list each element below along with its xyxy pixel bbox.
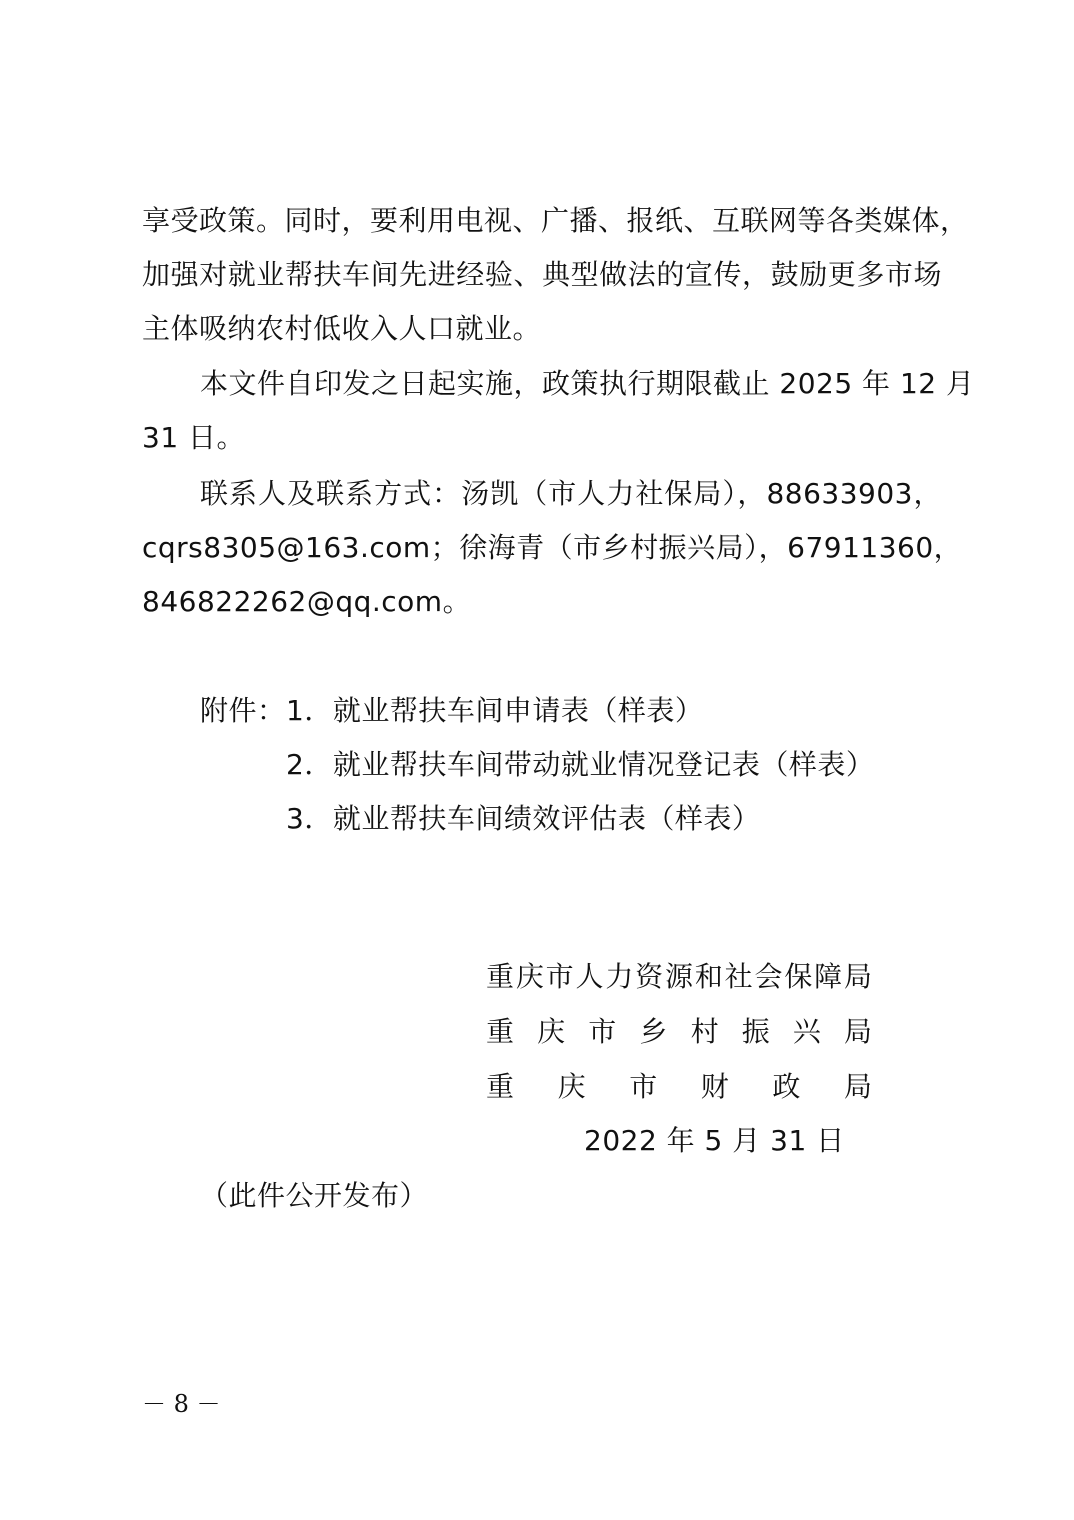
- paragraph-1-line-2: 加强对就业帮扶车间先进经验、典型做法的宣传，鼓励更多市场: [142, 258, 942, 291]
- paragraph-2-line-2: 31 日。: [142, 421, 246, 454]
- attachment-item-1: 1．就业帮扶车间申请表（样表）: [286, 694, 704, 727]
- paragraph-1-line-3: 主体吸纳农村低收入人口就业。: [142, 312, 542, 345]
- page-number: － 8 －: [142, 1390, 221, 1418]
- public-release-note: （此件公开发布）: [200, 1179, 429, 1212]
- attachments-label: 附件：: [200, 694, 286, 727]
- contact-line-3: 846822262@qq.com。: [142, 585, 472, 618]
- attachment-item-2: 2．就业帮扶车间带动就业情况登记表（样表）: [286, 748, 875, 781]
- attachment-item-3: 3．就业帮扶车间绩效评估表（样表）: [286, 802, 761, 835]
- contact-line-1: 联系人及联系方式：汤凯（市人力社保局），88633903，: [200, 477, 942, 510]
- paragraph-2-line-1: 本文件自印发之日起实施，政策执行期限截止 2025 年 12 月: [200, 367, 975, 400]
- signature-org-finance: 重庆市财政局: [486, 1070, 872, 1103]
- signature-date: 2022 年 5 月 31 日: [584, 1124, 845, 1157]
- contact-line-2: cqrs8305@163.com；徐海青（市乡村振兴局），67911360，: [142, 531, 963, 564]
- paragraph-1-line-1: 享受政策。同时，要利用电视、广播、报纸、互联网等各类媒体，: [142, 204, 969, 237]
- signature-org-hrss: 重庆市人力资源和社会保障局: [486, 960, 872, 993]
- signature-org-rural-revitalization: 重庆市乡村振兴局: [486, 1015, 872, 1048]
